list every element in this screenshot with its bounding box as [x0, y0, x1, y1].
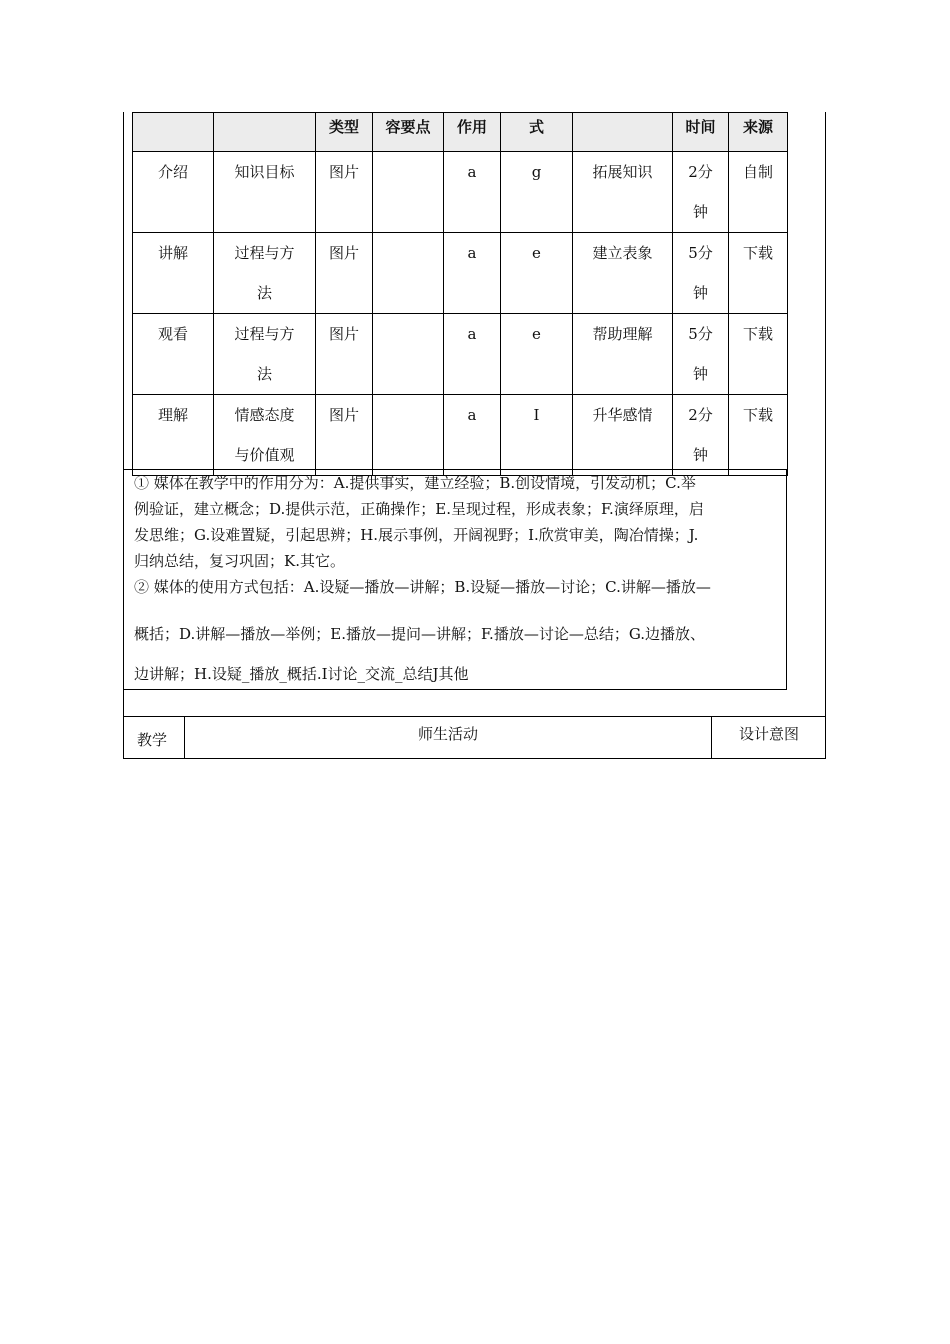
- header-cell: 类型: [316, 113, 373, 152]
- table-cell: g: [501, 152, 573, 233]
- table-cell: 理解: [133, 395, 214, 476]
- media-table: [132, 112, 788, 476]
- header-cell: [214, 113, 316, 152]
- table-cell: 图片: [316, 395, 373, 476]
- table-header-row: [133, 113, 788, 152]
- note-usage: [134, 574, 778, 694]
- table-cell: 过程与方 法: [214, 233, 316, 314]
- table-cell: 观看: [133, 314, 214, 395]
- table-cell: [373, 314, 444, 395]
- table-cell: 拓展知识: [573, 152, 673, 233]
- table-cell: 升华感情: [573, 395, 673, 476]
- note-line: 概括；D.讲解—播放—举例；E.播放—提问—讲解；F.播放—讨论—总结；G.边播放、: [134, 625, 706, 643]
- table-cell: 帮助理解: [573, 314, 673, 395]
- table-row: [133, 152, 788, 233]
- table-cell: 5分 钟: [673, 314, 729, 395]
- table-cell: a: [444, 314, 501, 395]
- table-row: [133, 395, 788, 476]
- note-line: 发思维；G.设难置疑，引起思辨；H.展示事例，开阔视野；I.欣赏审美，陶冶情操；J.: [134, 526, 699, 544]
- table-cell: 介绍: [133, 152, 214, 233]
- lesson-footer-row: [123, 716, 826, 759]
- note-line: ② 媒体的使用方式包括：A.设疑—播放—讲解；B.设疑—播放—讨论；C.讲解—播放—: [134, 578, 711, 596]
- table-cell: 情感态度 与价值观: [214, 395, 316, 476]
- table-cell: 自制: [729, 152, 788, 233]
- table-cell: I: [501, 395, 573, 476]
- header-cell: 容要点: [373, 113, 444, 152]
- header-cell: 作用: [444, 113, 501, 152]
- table-cell: 图片: [316, 152, 373, 233]
- table-cell: 下载: [729, 314, 788, 395]
- table-row: [133, 314, 788, 395]
- table-cell: 建立表象: [573, 233, 673, 314]
- notes-box: [123, 469, 787, 690]
- table-cell: a: [444, 152, 501, 233]
- header-cell: 式: [501, 113, 573, 152]
- table-cell: e: [501, 233, 573, 314]
- table-cell: [373, 233, 444, 314]
- footer-teaching: 教学: [123, 717, 185, 759]
- footer-intent: 设计意图: [738, 725, 799, 743]
- note-roles: [134, 470, 778, 574]
- header-cell: 来源: [729, 113, 788, 152]
- table-cell: e: [501, 314, 573, 395]
- table-cell: 过程与方 法: [214, 314, 316, 395]
- table-row: [133, 233, 788, 314]
- table-cell: 2分 钟: [673, 152, 729, 233]
- table-cell: 下载: [729, 233, 788, 314]
- table-cell: 下载: [729, 395, 788, 476]
- header-cell: [133, 113, 214, 152]
- table-cell: 知识目标: [214, 152, 316, 233]
- note-line: ① 媒体在教学中的作用分为：A.提供事实，建立经验；B.创设情境，引发动机；C.举: [134, 474, 696, 492]
- table-cell: 5分 钟: [673, 233, 729, 314]
- note-line: 边讲解；H.设疑_播放_概括.I讨论_交流_总结J其他: [134, 665, 469, 683]
- footer-activities: 师生活动: [185, 717, 712, 759]
- table-cell: 2分 钟: [673, 395, 729, 476]
- header-cell: 时间: [673, 113, 729, 152]
- table-cell: [373, 395, 444, 476]
- header-cell: [573, 113, 673, 152]
- note-line: 例验证，建立概念；D.提供示范，正确操作；E.呈现过程，形成表象；F.演绎原理，启: [134, 500, 704, 518]
- table-cell: a: [444, 233, 501, 314]
- table-cell: 图片: [316, 314, 373, 395]
- note-line: 归纳总结，复习巩固；K.其它。: [134, 552, 345, 570]
- table-cell: 讲解: [133, 233, 214, 314]
- table-cell: [373, 152, 444, 233]
- table-cell: 图片: [316, 233, 373, 314]
- table-cell: a: [444, 395, 501, 476]
